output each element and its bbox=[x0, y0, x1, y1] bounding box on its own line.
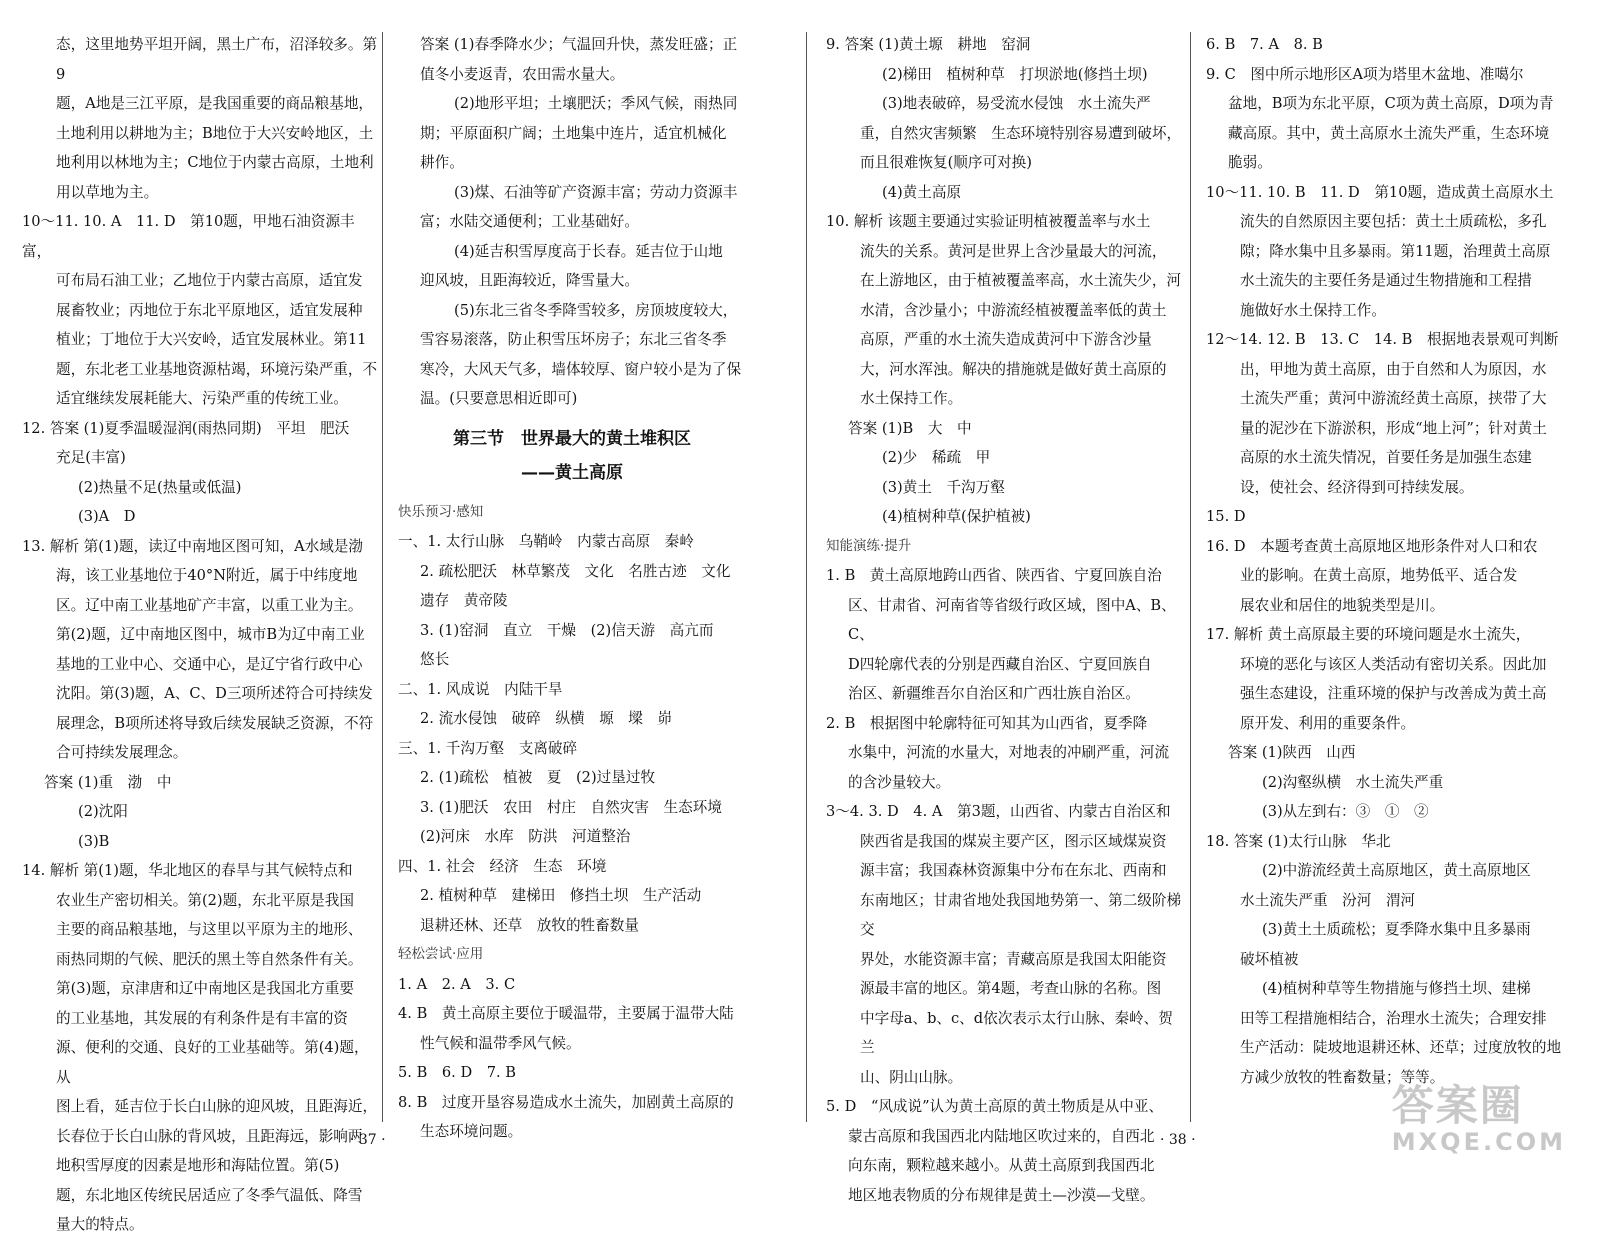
text-line: 3～4. 3. D 4. A 第3题，山西省、内蒙古自治区和 bbox=[826, 803, 1171, 820]
text-line: 隙；降水集中且多暴雨。第11题，治理黄土高原 bbox=[1240, 242, 1551, 260]
text-line: 植业；丁地位于大兴安岭，适宜发展林业。第11 bbox=[56, 331, 367, 348]
text-line: 第(3)题，京津唐和辽中南地区是我国北方重要 bbox=[56, 980, 354, 997]
text-line: 在上游地区，由于植被覆盖率高，水土流失少，河 bbox=[860, 272, 1182, 289]
text-line: 5. B 6. D 7. B bbox=[398, 1064, 517, 1081]
text-line: 退耕还林、还草 放牧的牲畜数量 bbox=[420, 916, 639, 934]
text-line: (2)沈阳 bbox=[78, 803, 128, 820]
text-line: (4)植树种草(保护植被) bbox=[882, 508, 1031, 525]
column-3 bbox=[826, 30, 1186, 1210]
text-line: (2)地形平坦；土壤肥沃；季风气候，雨热同 bbox=[454, 95, 738, 112]
text-line: 16. D 本题考查黄土高原地区地形条件对人口和农 bbox=[1206, 537, 1538, 555]
text-line: 18. 答案 (1)太行山脉 华北 bbox=[1206, 832, 1391, 850]
text-line: 水土保持工作。 bbox=[860, 390, 963, 407]
text-line: (3)煤、石油等矿产资源丰富；劳动力资源丰 bbox=[454, 183, 738, 201]
text-line: 水集中，河流的水量大，对地表的冲刷严重，河流 bbox=[848, 744, 1170, 761]
column-divider bbox=[1190, 32, 1191, 1122]
text-line: 地利用以林地为主；C地位于内蒙古高原，土地利 bbox=[56, 154, 374, 171]
text-line: 蒙古高原和我国西北内陆地区吹过来的，自西北 bbox=[848, 1127, 1155, 1145]
text-line: 源、便利的交通、良好的工业基础等。第(4)题，从 bbox=[56, 1039, 369, 1086]
text-line: 水土流失严重 汾河 渭河 bbox=[1240, 891, 1416, 909]
watermark-url: MXQE.COM bbox=[1391, 1128, 1566, 1156]
text-line: 1. A 2. A 3. C bbox=[398, 975, 516, 993]
text-line: 答案 (1)重 渤 中 bbox=[44, 773, 172, 791]
page-gutter bbox=[806, 32, 807, 1122]
text-line: 界处，水能资源丰富；青藏高原是我国太阳能资 bbox=[860, 950, 1167, 968]
text-line: 主要的商品粮基地，与这里以平原为主的地形、 bbox=[56, 921, 363, 938]
text-line: 温。(只要意思相近即可) bbox=[420, 390, 578, 407]
text-line: 长春位于长白山脉的背风坡，且距海远，影响两 bbox=[56, 1127, 363, 1145]
text-line: 9. C 图中所示地形区A项为塔里木盆地、准噶尔 bbox=[1206, 65, 1524, 83]
text-line: 3. (1)肥沃 农田 村庄 自然灾害 生态环境 bbox=[420, 798, 722, 816]
text-line: 值冬小麦返青，农田需水量大。 bbox=[420, 65, 625, 83]
text-line: 二、1. 风成说 内陆干旱 bbox=[398, 680, 563, 698]
text-line: 耕作。 bbox=[420, 154, 464, 171]
text-line: 13. 解析 第(1)题，读辽中南地区图可知，A水域是渤 bbox=[22, 537, 363, 555]
text-line: 海，该工业基地位于40°N附近，属于中纬度地 bbox=[56, 567, 358, 584]
column-2-exercises bbox=[398, 498, 746, 1147]
text-line: 土流失严重；黄河中游流经黄土高原，挟带了大 bbox=[1240, 390, 1547, 407]
text-line: 8. B 过度开垦容易造成水土流失，加剧黄土高原的 bbox=[398, 1093, 734, 1111]
text-line: 展畜牧业；丙地位于东北平原地区，适宜发展种 bbox=[56, 301, 363, 319]
text-line: 强生态建设，注重环境的保护与改善成为黄土高 bbox=[1240, 685, 1547, 702]
text-line: (3)黄土 千沟万壑 bbox=[882, 478, 1005, 496]
text-line: 题，东北地区传统民居适应了冬季气温低、降雪 bbox=[56, 1186, 363, 1204]
text-line: 用以草地为主。 bbox=[56, 183, 159, 201]
text-line: 2. 疏松肥沃 林草繁茂 文化 名胜古迹 文化 bbox=[420, 562, 731, 580]
text-line: 1. B 黄土高原地跨山西省、陕西省、宁夏回族自治 bbox=[826, 567, 1162, 584]
text-line: 区、甘肃省、河南省等省级行政区域，图中A、B、C、 bbox=[848, 596, 1176, 643]
text-line: 雨热同期的气候、肥沃的黑土等自然条件有关。 bbox=[56, 950, 363, 968]
text-line: (3)地表破碎，易受流水侵蚀 水土流失严 bbox=[882, 95, 1151, 112]
text-line: 悠长 bbox=[420, 651, 450, 668]
text-line: 地区地表物质的分布规律是黄土—沙漠—戈壁。 bbox=[848, 1186, 1155, 1204]
text-line: 三、1. 千沟万壑 支离破碎 bbox=[398, 739, 578, 757]
text-line: 快乐预习·感知 bbox=[398, 503, 484, 520]
text-line: 陕西省是我国的煤炭主要产区，图示区域煤炭资 bbox=[860, 832, 1167, 850]
text-line: (4)黄土高原 bbox=[882, 183, 962, 201]
text-line: 地积雪厚度的因素是地形和海陆位置。第(5) bbox=[56, 1157, 340, 1174]
text-line: (2)河床 水库 防洪 河道整治 bbox=[420, 828, 631, 845]
watermark-text: 答案圈 bbox=[1391, 1081, 1524, 1130]
text-line: 生产活动：陡坡地退耕还林、还草；过度放牧的地 bbox=[1240, 1039, 1562, 1056]
text-line: 第(2)题，辽中南地区图中，城市B为辽中南工业 bbox=[56, 626, 365, 643]
text-line: 富；水陆交通便利；工业基础好。 bbox=[420, 213, 639, 230]
text-line: (4)延吉积雪厚度高于长春。延吉位于山地 bbox=[454, 242, 723, 260]
text-line: 9. 答案 (1)黄土塬 耕地 窑洞 bbox=[826, 36, 1031, 53]
text-line: 2. B 根据图中轮廓特征可知其为山西省，夏季降 bbox=[826, 714, 1148, 732]
text-line: 5. D “风成说”认为黄土高原的黄土物质是从中亚、 bbox=[826, 1098, 1164, 1115]
text-line: 向东南，颗粒越来越小。从黄土高原到我国西北 bbox=[848, 1157, 1155, 1174]
text-line: 基地的工业中心、交通中心，是辽宁省行政中心 bbox=[56, 655, 363, 673]
text-line: 题，东北老工业基地资源枯竭，环境污染严重，不 bbox=[56, 360, 378, 378]
text-line: 流失的自然原因主要包括：黄土土质疏松，多孔 bbox=[1240, 213, 1547, 230]
text-line: D四轮廓代表的分别是西藏自治区、宁夏回族自 bbox=[848, 655, 1152, 673]
text-line: 东南地区；甘肃省地处我国地势第一、第二级阶梯交 bbox=[860, 891, 1182, 938]
text-line: 区。辽中南工业基地矿产丰富，以重工业为主。 bbox=[56, 596, 363, 614]
text-line: 展理念，B项所述将导致后续发展缺乏资源，不符 bbox=[56, 714, 374, 732]
text-line: 2. (1)疏松 植被 夏 (2)过垦过牧 bbox=[420, 769, 656, 786]
text-line: 水土流失的主要任务是通过生物措施和工程措 bbox=[1240, 272, 1532, 289]
text-line: 沈阳。第(3)题，A、C、D三项所述符合可持续发 bbox=[56, 685, 373, 702]
column-2-answers bbox=[398, 30, 746, 414]
text-line: (2)热量不足(热量或低温) bbox=[78, 478, 242, 496]
text-line: 出，甲地为黄土高原，由于自然和人为原因，水 bbox=[1240, 360, 1547, 378]
text-line: 治区、新疆维吾尔自治区和广西壮族自治区。 bbox=[848, 685, 1140, 702]
text-line: 答案 (1)春季降水少；气温回升快，蒸发旺盛；正 bbox=[420, 36, 738, 53]
section-heading: 第三节 世界最大的黄土堆积区 bbox=[453, 428, 691, 449]
text-line: 设，使社会、经济得到可持续发展。 bbox=[1240, 478, 1474, 496]
text-line: 15. D bbox=[1206, 508, 1246, 525]
text-line: 田等工程措施相结合，治理水土流失；合理安排 bbox=[1240, 1009, 1547, 1027]
text-line: (3)A D bbox=[78, 508, 136, 525]
text-line: 2. 植树种草 建梯田 修挡土坝 生产活动 bbox=[420, 887, 702, 904]
text-line: 一、1. 太行山脉 乌鞘岭 内蒙古高原 秦岭 bbox=[398, 533, 694, 550]
page-number-left: · 37 · bbox=[350, 1132, 386, 1148]
text-line: 重，自然灾害频繁 生态环境特别容易遭到破坏， bbox=[860, 124, 1182, 142]
text-line: 源最丰富的地区。第4题，考查山脉的名称。图 bbox=[860, 980, 1162, 997]
text-line: 四、1. 社会 经济 生态 环境 bbox=[398, 857, 607, 875]
text-line: 性气候和温带季风气候。 bbox=[420, 1034, 581, 1052]
text-line: 3. (1)窑洞 直立 干燥 (2)信天游 高亢而 bbox=[420, 621, 714, 639]
text-line: 的工业基地，其发展的有利条件是有丰富的资 bbox=[56, 1009, 348, 1027]
text-line: 盆地，B项为东北平原，C项为黄土高原，D项为青 bbox=[1228, 95, 1554, 112]
text-line: 题，A地是三江平原，是我国重要的商品粮基地， bbox=[56, 95, 374, 112]
text-line: 2. 流水侵蚀 破碎 纵横 塬 墚 峁 bbox=[420, 710, 673, 727]
text-line: 迎风坡，且距海较近，降雪量大。 bbox=[420, 272, 639, 289]
text-line: 答案 (1)B 大 中 bbox=[848, 419, 972, 437]
text-line: 轻松尝试·应用 bbox=[398, 946, 484, 962]
watermark-logo bbox=[1392, 1083, 1566, 1155]
text-line: 合可持续发展理念。 bbox=[56, 744, 188, 761]
text-line: 破坏植被 bbox=[1240, 950, 1299, 968]
column-divider bbox=[382, 32, 383, 1122]
text-line: 4. B 黄土高原主要位于暖温带，主要属于温带大陆 bbox=[398, 1005, 734, 1022]
text-line: 脆弱。 bbox=[1228, 154, 1272, 171]
text-line: 10～11. 10. B 11. D 第10题，造成黄土高原水土 bbox=[1206, 183, 1554, 201]
text-line: (3)B bbox=[78, 832, 110, 850]
text-line: 量大的特点。 bbox=[56, 1216, 144, 1233]
text-line: 施做好水土保持工作。 bbox=[1240, 301, 1386, 319]
text-line: 高原的水土流失情况，首要任务是加强生态建 bbox=[1240, 449, 1532, 466]
text-line: (3)黄土土质疏松；夏季降水集中且多暴雨 bbox=[1262, 921, 1531, 938]
text-line: 方减少放牧的牲畜数量；等等。 bbox=[1240, 1068, 1445, 1086]
column-1 bbox=[22, 30, 382, 1240]
text-line: 的含沙量较大。 bbox=[848, 773, 951, 791]
text-line: 业的影响。在黄土高原，地势低平、适合发 bbox=[1240, 567, 1518, 584]
text-line: (4)植树种草等生物措施与修挡土坝、建梯 bbox=[1262, 980, 1531, 997]
text-line: 展农业和居住的地貌类型是川。 bbox=[1240, 596, 1445, 614]
text-line: 可布局石油工业；乙地位于内蒙古高原，适宜发 bbox=[56, 272, 363, 289]
text-line: 期；平原面积广阔；土地集中连片，适宜机械化 bbox=[420, 124, 727, 142]
text-line: (2)沟壑纵横 水土流失严重 bbox=[1262, 773, 1444, 791]
text-line: 10～11. 10. A 11. D 第10题，甲地石油资源丰富， bbox=[22, 213, 355, 260]
text-line: 知能演练·提升 bbox=[826, 537, 912, 554]
text-line: 17. 解析 黄土高原最主要的环境问题是水土流失， bbox=[1206, 626, 1531, 643]
text-line: (2)中游流经黄土高原地区，黄土高原地区 bbox=[1262, 862, 1531, 879]
text-line: 源丰富；我国森林资源集中分布在东北、西南和 bbox=[860, 862, 1167, 879]
text-line: 而且很难恢复(顺序可对换) bbox=[860, 154, 1032, 171]
text-line: 12～14. 12. B 13. C 14. B 根据地表景观可判断 bbox=[1206, 331, 1559, 348]
text-line: 土地利用以耕地为主；B地位于大兴安岭地区，土 bbox=[56, 124, 374, 142]
text-line: 10. 解析 该题主要通过实验证明植被覆盖率与水土 bbox=[826, 213, 1151, 230]
text-line: 6. B 7. A 8. B bbox=[1206, 36, 1323, 53]
text-line: 雪容易滚落，防止积雪压坏房子；东北三省冬季 bbox=[420, 331, 727, 348]
text-line: 答案 (1)陕西 山西 bbox=[1228, 744, 1356, 761]
text-line: 大，河水浑浊。解决的措施就是做好黄土高原的 bbox=[860, 360, 1167, 378]
text-line: 态，这里地势平坦开阔，黑土广布，沼泽较多。第9 bbox=[56, 36, 378, 83]
text-line: 水清，含沙量小；中游流经植被覆盖率低的黄土 bbox=[860, 301, 1167, 319]
text-line: 环境的恶化与该区人类活动有密切关系。因此加 bbox=[1240, 655, 1547, 673]
column-2 bbox=[398, 30, 746, 1147]
text-line: 适宜继续发展耗能大、污染严重的传统工业。 bbox=[56, 390, 348, 407]
text-line: 山、阴山山脉。 bbox=[860, 1068, 963, 1086]
text-line: 高原，严重的水土流失造成黄河中下游含沙量 bbox=[860, 331, 1152, 348]
text-line: 中字母a、b、c、d依次表示太行山脉、秦岭、贺兰 bbox=[860, 1009, 1173, 1056]
text-line: 农业生产密切相关。第(2)题，东北平原是我国 bbox=[56, 891, 354, 909]
text-line: (3)从左到右：③ ① ② bbox=[1262, 803, 1429, 820]
text-line: 寒冷，大风天气多，墙体较厚、窗户较小是为了保 bbox=[420, 360, 742, 378]
text-line: 遗存 黄帝陵 bbox=[420, 592, 508, 609]
text-line: (2)少 稀疏 甲 bbox=[882, 449, 991, 466]
text-line: 14. 解析 第(1)题，华北地区的春旱与其气候特点和 bbox=[22, 862, 353, 879]
text-line: 充足(丰富) bbox=[56, 449, 126, 466]
text-line: 生态环境问题。 bbox=[420, 1123, 523, 1140]
column-4 bbox=[1206, 30, 1578, 1092]
text-line: 量的泥沙在下游淤积，形成“地上河”；针对黄土 bbox=[1240, 419, 1547, 437]
section-subheading: ——黄土高原 bbox=[521, 462, 623, 483]
text-line: 流失的关系。黄河是世界上含沙量最大的河流， bbox=[860, 242, 1167, 260]
text-line: 原开发、利用的重要条件。 bbox=[1240, 714, 1416, 732]
text-line: 藏高原。其中，黄土高原水土流失严重，生态环境 bbox=[1228, 124, 1550, 142]
text-line: (2)梯田 植树种草 打坝淤地(修挡土坝) bbox=[882, 65, 1148, 83]
text-line: 12. 答案 (1)夏季温暖湿润(雨热同期) 平坦 肥沃 bbox=[22, 419, 350, 437]
text-line: (5)东北三省冬季降雪较多，房顶坡度较大， bbox=[454, 301, 738, 319]
text-line: 图上看，延吉位于长白山脉的迎风坡，且距海近， bbox=[56, 1098, 378, 1115]
page-number-right: · 38 · bbox=[1160, 1132, 1196, 1148]
